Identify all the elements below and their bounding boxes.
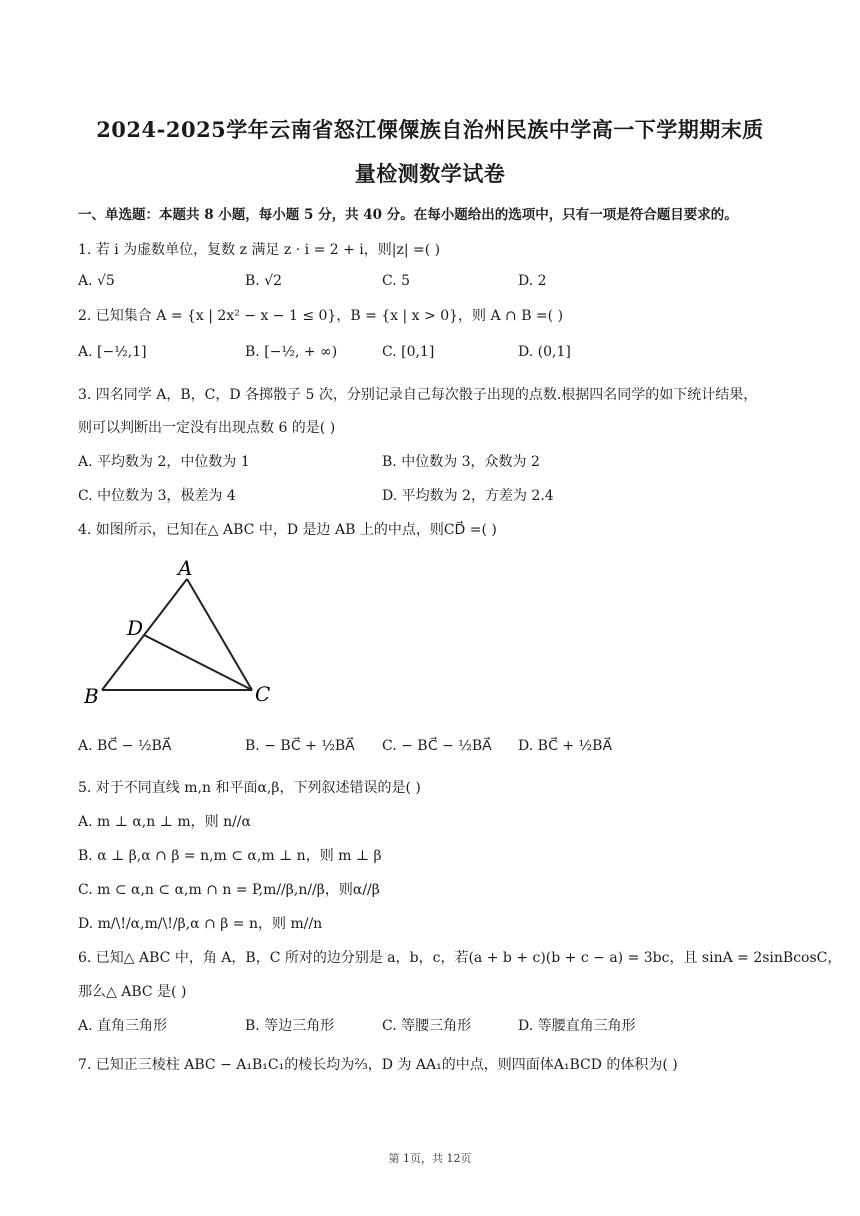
q2-option-b: B. [−½, + ∞) bbox=[245, 344, 338, 360]
q3-option-b: B. 中位数为 3，众数为 2 bbox=[382, 454, 540, 470]
question-3-stem-line-1: 3. 四名同学 A，B，C，D 各掷骰子 5 次，分别记录自己每次骰子出现的点数.根据四名同学的如下统计结果， bbox=[78, 387, 758, 403]
q3-option-c: C. 中位数为 3，极差为 4 bbox=[78, 488, 236, 504]
q1-option-c: C. 5 bbox=[382, 273, 411, 289]
q6-option-d: D. 等腰直角三角形 bbox=[518, 1018, 636, 1034]
label-c: C bbox=[255, 682, 271, 706]
q6-option-b: B. 等边三角形 bbox=[245, 1018, 335, 1034]
q3-option-d: D. 平均数为 2，方差为 2.4 bbox=[382, 488, 554, 504]
q5-option-d: D. m/\!/α,m/\!/β,α ∩ β = n，则 m//n bbox=[78, 916, 323, 932]
q3-option-a: A. 平均数为 2，中位数为 1 bbox=[78, 454, 250, 470]
q1-option-d: D. 2 bbox=[518, 273, 547, 289]
label-a: A bbox=[178, 556, 193, 580]
question-2-stem: 2. 已知集合 A = {x | 2x² − x − 1 ≤ 0}，B = {x | x > 0}，则 A ∩ B =( ) bbox=[78, 308, 564, 324]
question-7-stem: 7. 已知正三棱柱 ABC − A₁B₁C₁的棱长均为⅔，D 为 AA₁的中点，则四面体A₁BCD 的体积为( ) bbox=[78, 1057, 678, 1073]
triangle-figure bbox=[80, 555, 280, 715]
q1-option-b: B. √2 bbox=[245, 273, 283, 289]
page-footer: 第 1页，共 12页 bbox=[388, 1152, 472, 1165]
q2-option-a: A. [−½,1] bbox=[78, 344, 147, 360]
q6-option-c: C. 等腰三角形 bbox=[382, 1018, 472, 1034]
q5-option-a: A. m ⊥ α,n ⊥ m，则 n//α bbox=[78, 814, 251, 830]
q6-option-a: A. 直角三角形 bbox=[78, 1018, 168, 1034]
section-heading: 一、单选题：本题共 8 小题，每小题 5 分，共 40 分。在每小题给出的选项中，只有一项是符合题目要求的。 bbox=[78, 207, 738, 223]
q5-option-c: C. m ⊂ α,n ⊂ α,m ∩ n = P,m//β,n//β，则α//β bbox=[78, 882, 380, 898]
question-1-stem: 1. 若 i 为虚数单位，复数 z 满足 z · i = 2 + i，则|z| =( ) bbox=[78, 242, 441, 258]
q4-option-c: C. − BC⃗ − ½BA⃗ bbox=[382, 738, 492, 754]
title-line-1: 2024-2025学年云南省怒江傈僳族自治州民族中学高一下学期期末质 bbox=[96, 117, 764, 142]
question-6-stem-line-2: 那么△ ABC 是( ) bbox=[78, 984, 187, 1000]
q4-option-b: B. − BC⃗ + ½BA⃗ bbox=[245, 738, 355, 754]
q2-option-c: C. [0,1] bbox=[382, 344, 435, 360]
q4-option-a: A. BC⃗ − ½BA⃗ bbox=[78, 738, 172, 754]
q5-option-b: B. α ⊥ β,α ∩ β = n,m ⊂ α,m ⊥ n，则 m ⊥ β bbox=[78, 848, 382, 864]
label-b: B bbox=[84, 684, 99, 708]
q2-option-d: D. (0,1] bbox=[518, 344, 571, 360]
title-line-2: 量检测数学试卷 bbox=[354, 161, 506, 186]
q4-option-d: D. BC⃗ + ½BA⃗ bbox=[518, 738, 613, 754]
question-5-stem: 5. 对于不同直线 m,n 和平面α,β，下列叙述错误的是( ) bbox=[78, 780, 421, 796]
label-d: D bbox=[127, 616, 144, 640]
question-4-stem: 4. 如图所示，已知在△ ABC 中，D 是边 AB 上的中点，则CD⃗ =( ) bbox=[78, 522, 497, 538]
question-6-stem-line-1: 6. 已知△ ABC 中，角 A，B，C 所对的边分别是 a，b，c，若(a + b + c)(b + c − a) = 3bc，且 sinA = 2sinBcosC， bbox=[78, 950, 842, 966]
question-3-stem-line-2: 则可以判断出一定没有出现点数 6 的是( ) bbox=[78, 420, 336, 436]
q1-option-a: A. √5 bbox=[78, 273, 115, 289]
